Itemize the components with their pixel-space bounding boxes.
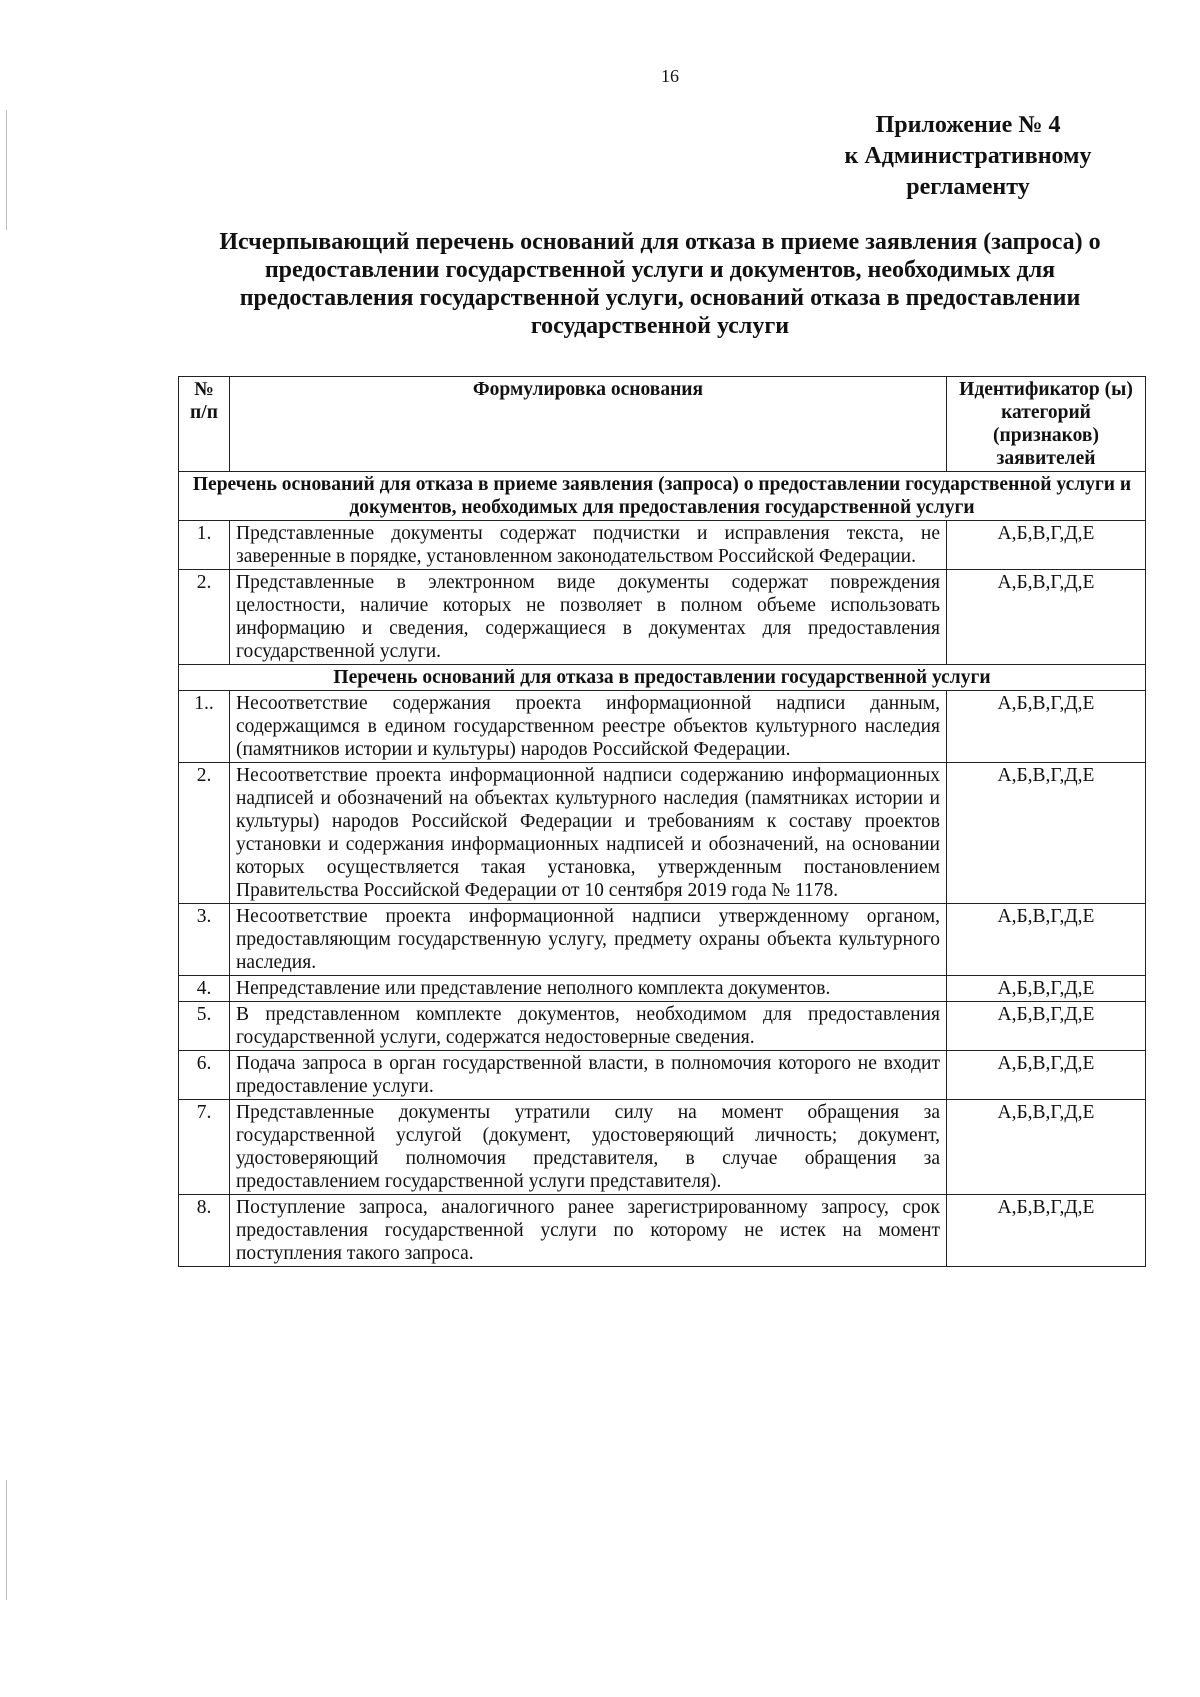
row-number: 2. xyxy=(179,763,230,904)
row-identifier: А,Б,В,Г,Д,Е xyxy=(947,763,1146,904)
row-number: 7. xyxy=(179,1100,230,1195)
document-title: Исчерпывающий перечень оснований для отказа в приеме заявления (запроса) о предоставлении государственной услуги и документов, необходимых для предоставления государственной услуги, оснований отказа в предоставлении государственной услуги xyxy=(219,229,1101,339)
row-identifier: А,Б,В,Г,Д,Е xyxy=(947,976,1146,1002)
table-row xyxy=(179,763,1146,904)
row-number: 1.. xyxy=(179,691,230,763)
row-wording: Подача запроса в орган государственной власти, в полномочия которого не входит предоставление услуги. xyxy=(230,1051,947,1100)
scan-edge-mark xyxy=(6,110,7,230)
row-identifier: А,Б,В,Г,Д,Е xyxy=(947,1002,1146,1051)
row-wording: Несоответствие проекта информационной надписи утвержденному органом, предоставляющим государственную услугу, предмету охраны объекта культурного наследия. xyxy=(230,904,947,976)
row-number: 6. xyxy=(179,1051,230,1100)
section-title: Перечень оснований для отказа в приеме заявления (запроса) о предоставлении государственной услуги и документов, необходимых для предоставления государственной услуги xyxy=(179,472,1146,521)
row-number: 5. xyxy=(179,1002,230,1051)
row-wording: Несоответствие содержания проекта информационной надписи данным, содержащимся в едином государственном реестре объектов культурного наследия (памятников истории и культуры) народов Российской Федерации. xyxy=(230,691,947,763)
table-row xyxy=(179,904,1146,976)
row-wording: В представленном комплекте документов, необходимом для предоставления государственной услуги, содержатся недостоверные сведения. xyxy=(230,1002,947,1051)
grounds-table xyxy=(178,376,1146,1267)
row-wording: Представленные документы содержат подчистки и исправления текста, не заверенные в порядке, установленном законодательством Российской Федерации. xyxy=(230,521,947,570)
row-identifier: А,Б,В,Г,Д,Е xyxy=(947,570,1146,665)
row-identifier: А,Б,В,Г,Д,Е xyxy=(947,1051,1146,1100)
row-identifier: А,Б,В,Г,Д,Е xyxy=(947,904,1146,976)
row-wording: Непредставление или представление неполного комплекта документов. xyxy=(230,976,947,1002)
section-header-row xyxy=(179,665,1146,691)
table-row xyxy=(179,1100,1146,1195)
table-row xyxy=(179,1195,1146,1267)
table-row xyxy=(179,691,1146,763)
appendix-line-2: к Административному xyxy=(844,143,1092,169)
row-number: 3. xyxy=(179,904,230,976)
scan-edge-mark xyxy=(6,1480,7,1600)
row-number: 8. xyxy=(179,1195,230,1267)
appendix-line-1: Приложение № 4 xyxy=(875,112,1061,138)
page-number: 16 xyxy=(661,66,679,86)
header-identifier: Идентификатор (ы) категорий (признаков) заявителей xyxy=(947,377,1146,472)
table-row xyxy=(179,570,1146,665)
header-number: № п/п xyxy=(179,377,230,472)
row-identifier: А,Б,В,Г,Д,Е xyxy=(947,1100,1146,1195)
row-wording: Несоответствие проекта информационной надписи содержанию информационных надписей и обозначений на объектах культурного наследия (памятниках истории и культуры) народов Российской Федерации и требованиям к составу проектов установки и содержания информационных надписей и обозначений, на основании которых осуществляется такая установка, утвержденным постановлением Правительства Российской Федерации от 10 сентября 2019 года № 1178. xyxy=(230,763,947,904)
row-identifier: А,Б,В,Г,Д,Е xyxy=(947,691,1146,763)
row-number: 1. xyxy=(179,521,230,570)
section-header-row xyxy=(179,472,1146,521)
row-number: 2. xyxy=(179,570,230,665)
row-wording: Представленные документы утратили силу на момент обращения за государственной услугой (документ, удостоверяющий личность; документ, удостоверяющий полномочия представителя, в случае обращения за предоставлением государственной услуги представителя). xyxy=(230,1100,947,1195)
row-number: 4. xyxy=(179,976,230,1002)
section-title: Перечень оснований для отказа в предоставлении государственной услуги xyxy=(179,665,1146,691)
appendix-line-3: регламенту xyxy=(906,174,1030,200)
table-row xyxy=(179,1002,1146,1051)
table-row xyxy=(179,1051,1146,1100)
row-wording: Поступление запроса, аналогичного ранее зарегистрированному запросу, срок предоставления государственной услуги по которому не истек на момент поступления такого запроса. xyxy=(230,1195,947,1267)
row-wording: Представленные в электронном виде документы содержат повреждения целостности, наличие которых не позволяет в полном объеме использовать информацию и сведения, содержащиеся в документах для предоставления государственной услуги. xyxy=(230,570,947,665)
table-row xyxy=(179,521,1146,570)
table-row xyxy=(179,976,1146,1002)
header-wording: Формулировка основания xyxy=(230,377,947,472)
row-identifier: А,Б,В,Г,Д,Е xyxy=(947,521,1146,570)
table-header-row xyxy=(179,377,1146,472)
row-identifier: А,Б,В,Г,Д,Е xyxy=(947,1195,1146,1267)
appendix-heading xyxy=(788,110,1148,203)
